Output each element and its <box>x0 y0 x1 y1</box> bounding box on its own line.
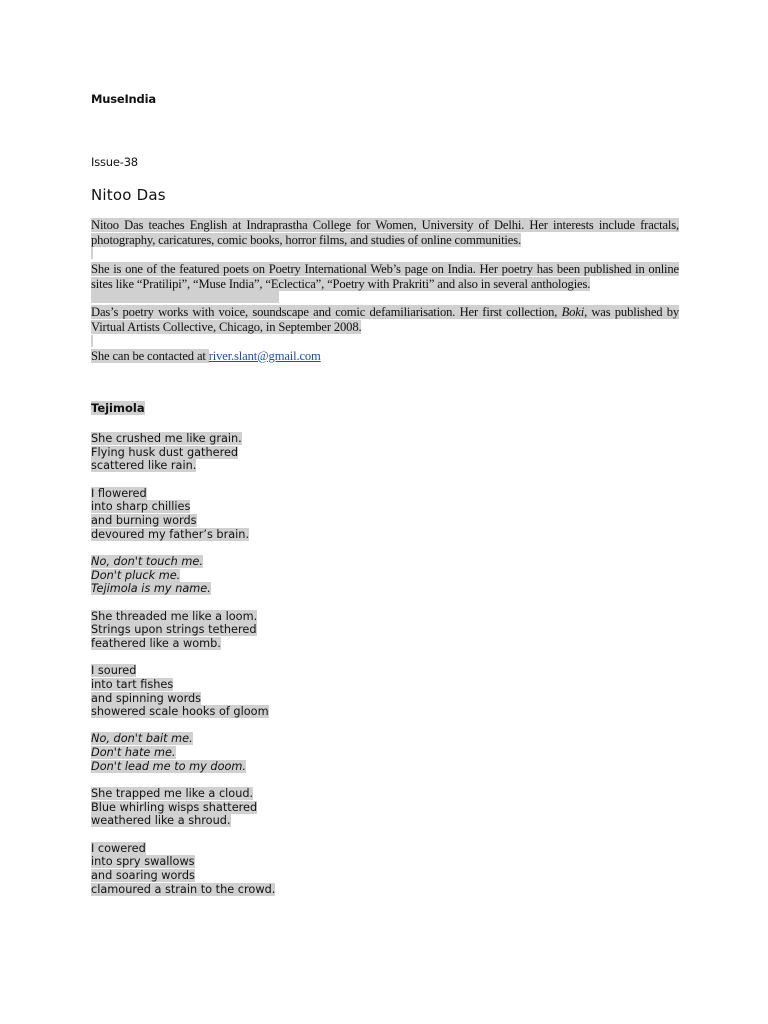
bio-paragraph-2-text: She is one of the featured poets on Poetry International Web’s page on India. Her poetry has been published in online sites like “Pratilipi”, “Muse India”, “Eclectica”, “Poetry with Prakriti” and also in several anthologies. <box>91 262 679 291</box>
site-name: MuseIndia <box>91 92 156 106</box>
bio-paragraph-3-text-end: , was published by Virtual Artists Collective, Chicago, in September 2008. <box>91 305 679 334</box>
poem-line: showered scale hooks of gloom <box>91 705 269 719</box>
poem-line: weathered like a shroud. <box>91 814 231 828</box>
contact-text: She can be contacted at <box>91 349 209 363</box>
poem-line: No, don't bait me. <box>91 732 193 746</box>
poem-line: Strings upon strings tethered <box>91 623 257 637</box>
poem-stanza <box>91 787 275 828</box>
poem-line: Tejimola is my name. <box>91 582 211 596</box>
issue-number: Issue-38 <box>91 155 138 169</box>
bio-paragraph-2 <box>91 262 679 291</box>
poem-line: No, don't touch me. <box>91 554 203 568</box>
poem-stanza <box>91 487 275 542</box>
poem-line: feathered like a womb. <box>91 636 221 650</box>
poem-line: and spinning words <box>91 691 202 705</box>
poem-line: into tart fishes <box>91 677 174 691</box>
author-name: Nitoo Das <box>91 186 166 204</box>
poem-refrain <box>91 555 275 596</box>
bio-paragraph-4 <box>91 349 679 364</box>
poem-stanza <box>91 842 275 897</box>
poem-line: She trapped me like a cloud. <box>91 787 254 801</box>
poem-body <box>91 432 275 910</box>
poem-line: Blue whirling wisps shattered <box>91 800 258 814</box>
poem-line: clamoured a strain to the crowd. <box>91 882 276 896</box>
poem-stanza <box>91 432 275 473</box>
poem-line: into spry swallows <box>91 855 195 869</box>
bio-paragraph-3-text: Das’s poetry works with voice, soundscape and comic defamiliarisation. Her first collection, <box>91 305 562 319</box>
poem-line: I soured <box>91 664 137 678</box>
poem-line: She crushed me like grain. <box>91 432 242 445</box>
poem-line: Don't pluck me. <box>91 568 181 582</box>
poem-line: Don't lead me to my doom. <box>91 759 247 773</box>
bio-paragraph-1-text: Nitoo Das teaches English at Indraprastha College for Women, University of Delhi. Her interests include fractals, photography, caricatures, comic books, horror films, and studies of online communities. <box>91 218 679 247</box>
email-link[interactable]: river.slant@gmail.com <box>208 349 321 363</box>
poem-line: I flowered <box>91 486 147 500</box>
poem-line: into sharp chillies <box>91 500 191 514</box>
bio-paragraph-3 <box>91 305 679 334</box>
bio-paragraph-1 <box>91 218 679 247</box>
bio-gap-highlight <box>91 291 279 303</box>
book-title: Boki <box>561 305 585 319</box>
poem-line: scattered like rain. <box>91 459 197 473</box>
poem-title: Tejimola <box>91 401 145 415</box>
poem-line: devoured my father’s brain. <box>91 527 250 541</box>
poem-line: and soaring words <box>91 869 195 883</box>
bio-gap-highlight <box>91 247 93 259</box>
poem-line: Flying husk dust gathered <box>91 445 239 459</box>
poem-line: I cowered <box>91 841 146 855</box>
poem-stanza <box>91 610 275 651</box>
bio-gap-highlight <box>91 335 93 347</box>
poem-line: and burning words <box>91 514 197 528</box>
poem-line: Don't hate me. <box>91 746 176 760</box>
poem-refrain <box>91 732 275 773</box>
poem-line: She threaded me like a loom. <box>91 609 258 623</box>
poem-stanza <box>91 664 275 719</box>
